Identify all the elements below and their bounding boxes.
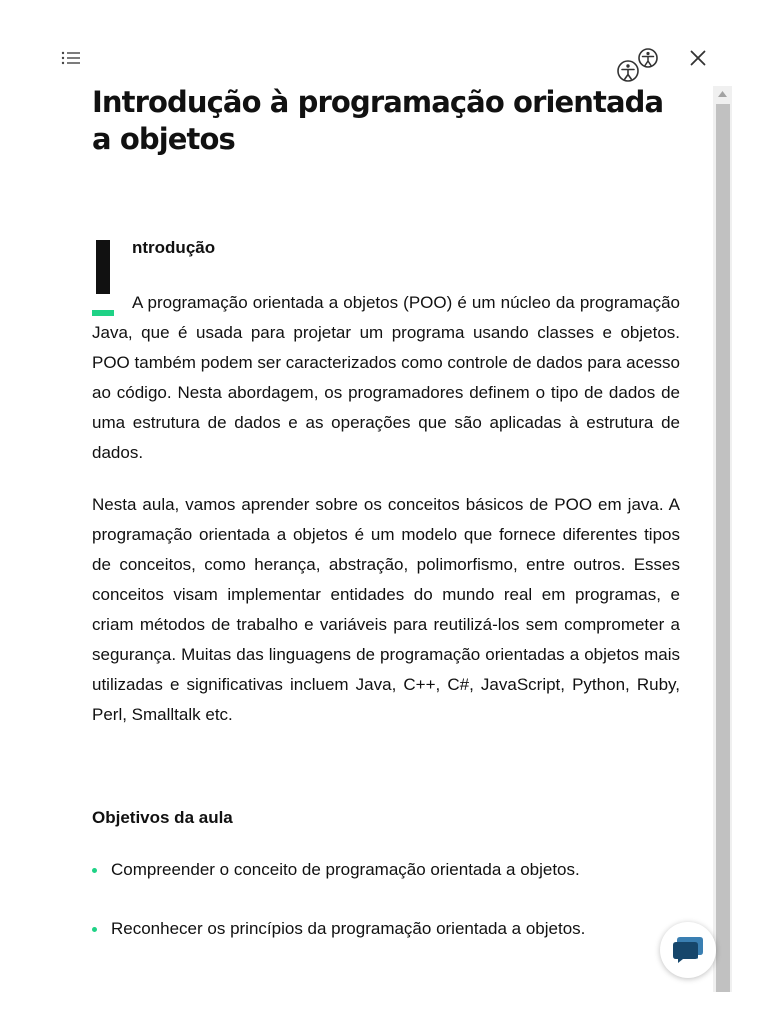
caret-up-icon	[718, 91, 727, 97]
objectives-title: Objetivos da aula	[92, 808, 233, 827]
chat-icon	[671, 935, 705, 965]
list-item-text: Reconhecer os princípios da programação orientada a objetos.	[111, 919, 586, 938]
accessibility-button[interactable]	[614, 46, 660, 86]
paragraph: Nesta aula, vamos aprender sobre os conceitos básicos de POO em java. A programação orientada a objetos é um modelo que fornece diferentes tipos de conceitos, como herança, abstração, polimorfismo, entre outros. Esses conceitos visam implementar entidades do mundo real em programas, e criam métodos de trabalho e variáveis para reutilizá-los sem comprometer a segurança. Muitas das linguagens de programação orientadas a objetos mais utilizadas e significativas incluem Java, C++, C#, JavaScript, Python, Ruby, Perl, Smalltalk etc.	[92, 495, 680, 724]
section-heading: ntrodução	[132, 238, 216, 257]
close-icon	[688, 48, 708, 68]
close-button[interactable]	[688, 48, 708, 68]
accessibility-icon	[614, 46, 660, 86]
bullet-icon	[92, 868, 97, 873]
list-item	[92, 917, 680, 941]
list-item-text: Compreender o conceito de programação orientada a objetos.	[111, 860, 580, 879]
scrollbar-thumb[interactable]	[716, 104, 730, 992]
scroll-up-button[interactable]	[713, 86, 732, 102]
objectives-list	[92, 858, 680, 941]
page-title: Introdução à programação orientada a objetos	[92, 85, 664, 156]
list-item	[92, 858, 680, 882]
scrollbar[interactable]	[713, 86, 732, 992]
paragraph: A programação orientada a objetos (POO) é um núcleo da programação Java, que é usada para projetar um programa usando classes e objetos. POO também podem ser caracterizados como controle de dados para acesso ao código. Nesta abordagem, os programadores definem o tipo de dados de uma estrutura de dados e as operações que são aplicadas à estrutura de dados.	[92, 293, 680, 462]
dropcap-accent	[92, 310, 114, 316]
list-icon	[60, 48, 82, 68]
bullet-icon	[92, 927, 97, 932]
table-of-contents-button[interactable]	[60, 48, 82, 68]
chat-button[interactable]	[660, 922, 716, 978]
dropcap-letter	[96, 240, 110, 294]
article-content	[92, 84, 680, 976]
intro-section	[92, 236, 680, 730]
